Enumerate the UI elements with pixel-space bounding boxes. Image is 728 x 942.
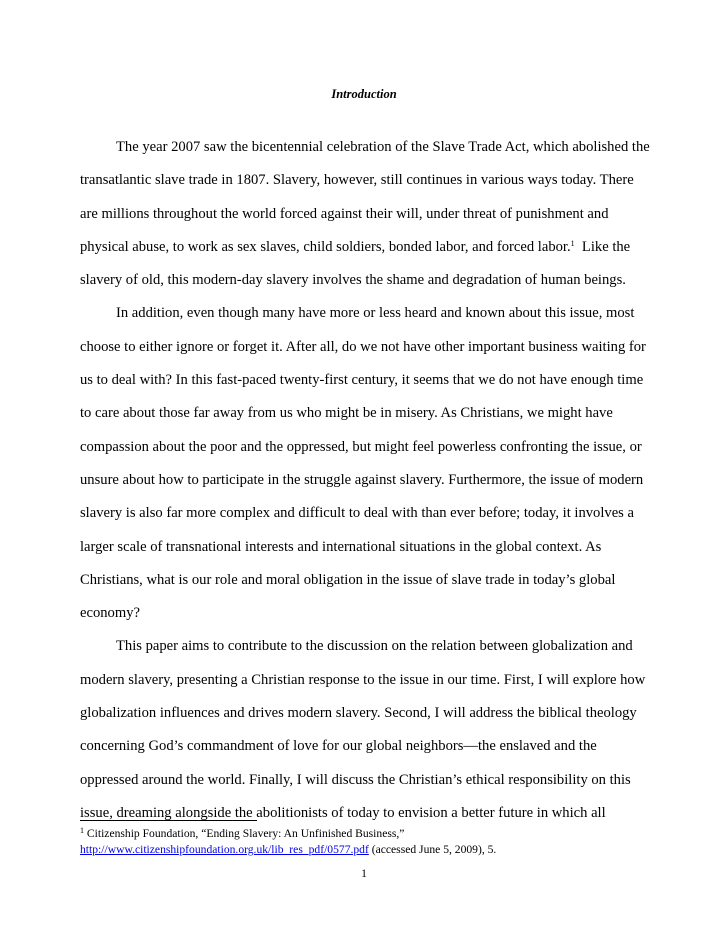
paragraph-2-line: choose to either ignore or forget it. After all, do we not have other important business waiting for (80, 338, 646, 355)
paragraph-2-line: In addition, even though many have more or less heard and known about this issue, most (116, 305, 635, 322)
line-text: Like the (574, 238, 631, 255)
footnote-reference[interactable]: 1 (570, 238, 575, 248)
paragraph-2-line: slavery is also far more complex and difficult to deal with than ever before; today, it involves a (80, 505, 634, 522)
footnote-line-1 (80, 826, 680, 842)
paragraph-2-line: larger scale of transnational interests and international situations in the global context. As (80, 538, 602, 555)
footnote-url-link[interactable]: http://www.citizenshipfoundation.org.uk/lib_res_pdf/0577.pdf (80, 843, 369, 856)
line-text: physical abuse, to work as sex slaves, child soldiers, bonded labor, and forced labor. (80, 238, 571, 255)
footnote-divider (80, 820, 257, 821)
paragraph-2-line: to care about those far away from us who might be in misery. As Christians, we might have (80, 405, 613, 422)
paragraph-1-line: The year 2007 saw the bicentennial celebration of the Slave Trade Act, which abolished the (116, 139, 650, 155)
paragraph-2-line: unsure about how to participate in the struggle against slavery. Furthermore, the issue of modern (80, 471, 644, 488)
footnote-citation-text: Citizenship Foundation, “Ending Slavery: An Unfinished Business,” (84, 827, 405, 840)
paragraph-2-line: economy? (80, 605, 140, 622)
paragraph-3-line: modern slavery, presenting a Christian response to the issue in our time. First, I will explore how (80, 671, 646, 688)
paragraph-1-line: transatlantic slave trade in 1807. Slavery, however, still continues in various ways today. There (80, 172, 634, 189)
paragraph-1-line: are millions throughout the world forced against their will, under threat of punishment and (80, 205, 609, 222)
body-text (80, 131, 654, 830)
paragraph-3-line: concerning God’s commandment of love for our global neighbors—the enslaved and the (80, 738, 597, 755)
footnote (80, 826, 680, 858)
paragraph-1-line (80, 231, 654, 264)
paragraph-2-line: Christians, what is our role and moral obligation in the issue of slave trade in today’s global (80, 571, 616, 588)
paragraph-3-line: globalization influences and drives modern slavery. Second, I will address the biblical theology (80, 705, 637, 722)
paragraph-2-line: compassion about the poor and the oppressed, but might feel powerless confronting the issue, or (80, 438, 642, 455)
paragraph-3-line: This paper aims to contribute to the discussion on the relation between globalization and (116, 638, 633, 655)
paragraph-1-line: slavery of old, this modern-day slavery involves the shame and degradation of human beings. (80, 272, 626, 289)
footnote-mark: 1 (80, 826, 84, 835)
page-title: Introduction (331, 87, 397, 101)
footnote-accessed-text: (accessed June 5, 2009), 5. (368, 843, 497, 856)
page-number: 1 (361, 867, 367, 880)
paragraph-3-line: issue, dreaming alongside the abolitionists of today to envision a better future in which all (80, 804, 606, 821)
paragraph-2-line: us to deal with? In this fast-paced twenty-first century, it seems that we do not have enough time (80, 372, 644, 389)
paragraph-3-line: oppressed around the world. Finally, I will discuss the Christian’s ethical responsibility on this (80, 771, 631, 788)
footnote-line-2 (80, 842, 680, 858)
